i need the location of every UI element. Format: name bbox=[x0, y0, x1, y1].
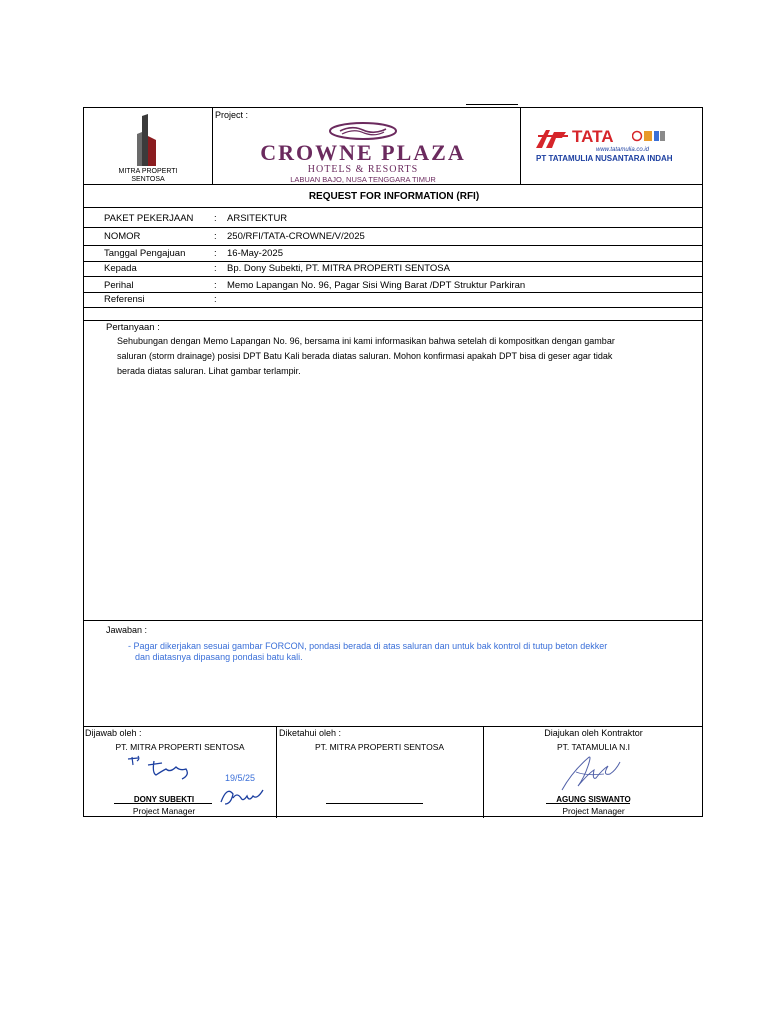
field-divider bbox=[84, 307, 702, 308]
sig1-caption: Dijawab oleh : bbox=[85, 728, 142, 738]
field-divider bbox=[84, 227, 702, 228]
sig3-title: Project Manager bbox=[562, 806, 625, 816]
iso-badges-icon bbox=[632, 129, 666, 143]
document-title: REQUEST FOR INFORMATION (RFI) bbox=[308, 191, 480, 202]
header-divider-left bbox=[212, 108, 213, 184]
crowne-plaza-emblem bbox=[328, 122, 398, 140]
question-bottom-border bbox=[84, 620, 702, 621]
mitra-logo-text-1: MITRA PROPERTI bbox=[118, 168, 178, 175]
field-label: Referensi bbox=[104, 294, 145, 305]
sig3-line bbox=[546, 803, 630, 804]
field-sep: : bbox=[214, 231, 217, 242]
question-line: Sehubungan dengan Memo Lapangan No. 96, bersama ini kami informasikan bahwa setelah di kompositkan dengan gambar bbox=[117, 336, 615, 346]
sig3-signature bbox=[558, 752, 622, 794]
field-sep: : bbox=[214, 248, 217, 259]
brand-main: CROWNE PLAZA bbox=[260, 140, 466, 165]
field-divider bbox=[84, 320, 702, 321]
tata-url: www.tatamulia.co.id bbox=[596, 147, 650, 153]
field-row-paket bbox=[84, 211, 702, 226]
header-bottom-border bbox=[84, 184, 702, 185]
project-label: Project : bbox=[215, 110, 249, 120]
sig2-company: PT. MITRA PROPERTI SENTOSA bbox=[314, 742, 445, 752]
mitra-logo-text-2: SENTOSA bbox=[131, 176, 165, 183]
sig1-name: DONY SUBEKTI bbox=[133, 795, 195, 804]
field-label: Tanggal Pengajuan bbox=[104, 248, 186, 259]
contractor-name: PT TATAMULIA NUSANTARA INDAH bbox=[536, 154, 673, 163]
tata-emblem bbox=[536, 128, 570, 148]
header-divider-right bbox=[520, 108, 521, 184]
location-text: LABUAN BAJO, NUSA TENGGARA TIMUR bbox=[290, 175, 436, 184]
sig2-caption: Diketahui oleh : bbox=[279, 728, 342, 738]
field-label: Kepada bbox=[104, 263, 137, 274]
sig3-company: PT. TATAMULIA N.I bbox=[556, 742, 631, 752]
answer-line: - Pagar dikerjakan sesuai gambar FORCON, pondasi berada di atas saluran dan untuk bak kontrol di tutup beton dekker bbox=[128, 641, 608, 651]
field-row-kepada bbox=[84, 261, 702, 276]
field-label: NOMOR bbox=[104, 231, 141, 242]
field-row-tanggal bbox=[84, 246, 702, 261]
sig1-date: 19/5/25 bbox=[225, 773, 256, 783]
field-row-perihal bbox=[84, 278, 702, 293]
field-value: Bp. Dony Subekti, PT. MITRA PROPERTI SENTOSA bbox=[227, 263, 450, 274]
field-row-nomor bbox=[84, 229, 702, 244]
sig3-name: AGUNG SISWANTO bbox=[556, 795, 631, 804]
field-sep: : bbox=[214, 294, 217, 305]
field-value: 16-May-2025 bbox=[227, 248, 283, 259]
rfi-document bbox=[83, 107, 703, 817]
sig-divider-1 bbox=[276, 726, 277, 818]
answer-label: Jawaban : bbox=[106, 625, 148, 635]
sig1-signature bbox=[124, 753, 204, 781]
mitra-properti-logo bbox=[128, 114, 168, 166]
question-line: saluran (storm drainage) posisi DPT Batu Kali berada diatas saluran. Mohon konfirmasi apakah DPT bisa di geser agar tidak bbox=[117, 351, 613, 361]
field-sep: : bbox=[214, 280, 217, 291]
field-row-referensi bbox=[84, 292, 702, 307]
brand-sub: HOTELS & RESORTS bbox=[307, 164, 419, 175]
field-divider bbox=[84, 276, 702, 277]
question-label: Pertanyaan : bbox=[106, 322, 160, 333]
field-value: Memo Lapangan No. 96, Pagar Sisi Wing Barat /DPT Struktur Parkiran bbox=[227, 280, 526, 291]
sig1-title: Project Manager bbox=[132, 806, 196, 816]
field-sep: : bbox=[214, 213, 217, 224]
sig1-line bbox=[114, 803, 212, 804]
tata-wordmark: TATA bbox=[572, 127, 614, 146]
field-label: Perihal bbox=[104, 280, 134, 291]
sig1-paraf bbox=[219, 784, 265, 808]
field-value: ARSITEKTUR bbox=[227, 213, 288, 224]
header-top-mark bbox=[466, 104, 518, 105]
sig1-company: PT. MITRA PROPERTI SENTOSA bbox=[115, 742, 245, 752]
answer-line: dan diatasnya dipasang pondasi batu kali. bbox=[135, 652, 303, 662]
field-sep: : bbox=[214, 263, 217, 274]
title-bottom-border bbox=[84, 207, 702, 208]
field-value: 250/RFI/TATA-CROWNE/V/2025 bbox=[227, 231, 365, 242]
field-label: PAKET PEKERJAAN bbox=[104, 213, 194, 224]
sig3-caption: Diajukan oleh Kontraktor bbox=[544, 728, 643, 738]
question-line: berada diatas saluran. Lihat gambar terlampir. bbox=[117, 366, 301, 376]
sig2-line bbox=[326, 803, 423, 804]
